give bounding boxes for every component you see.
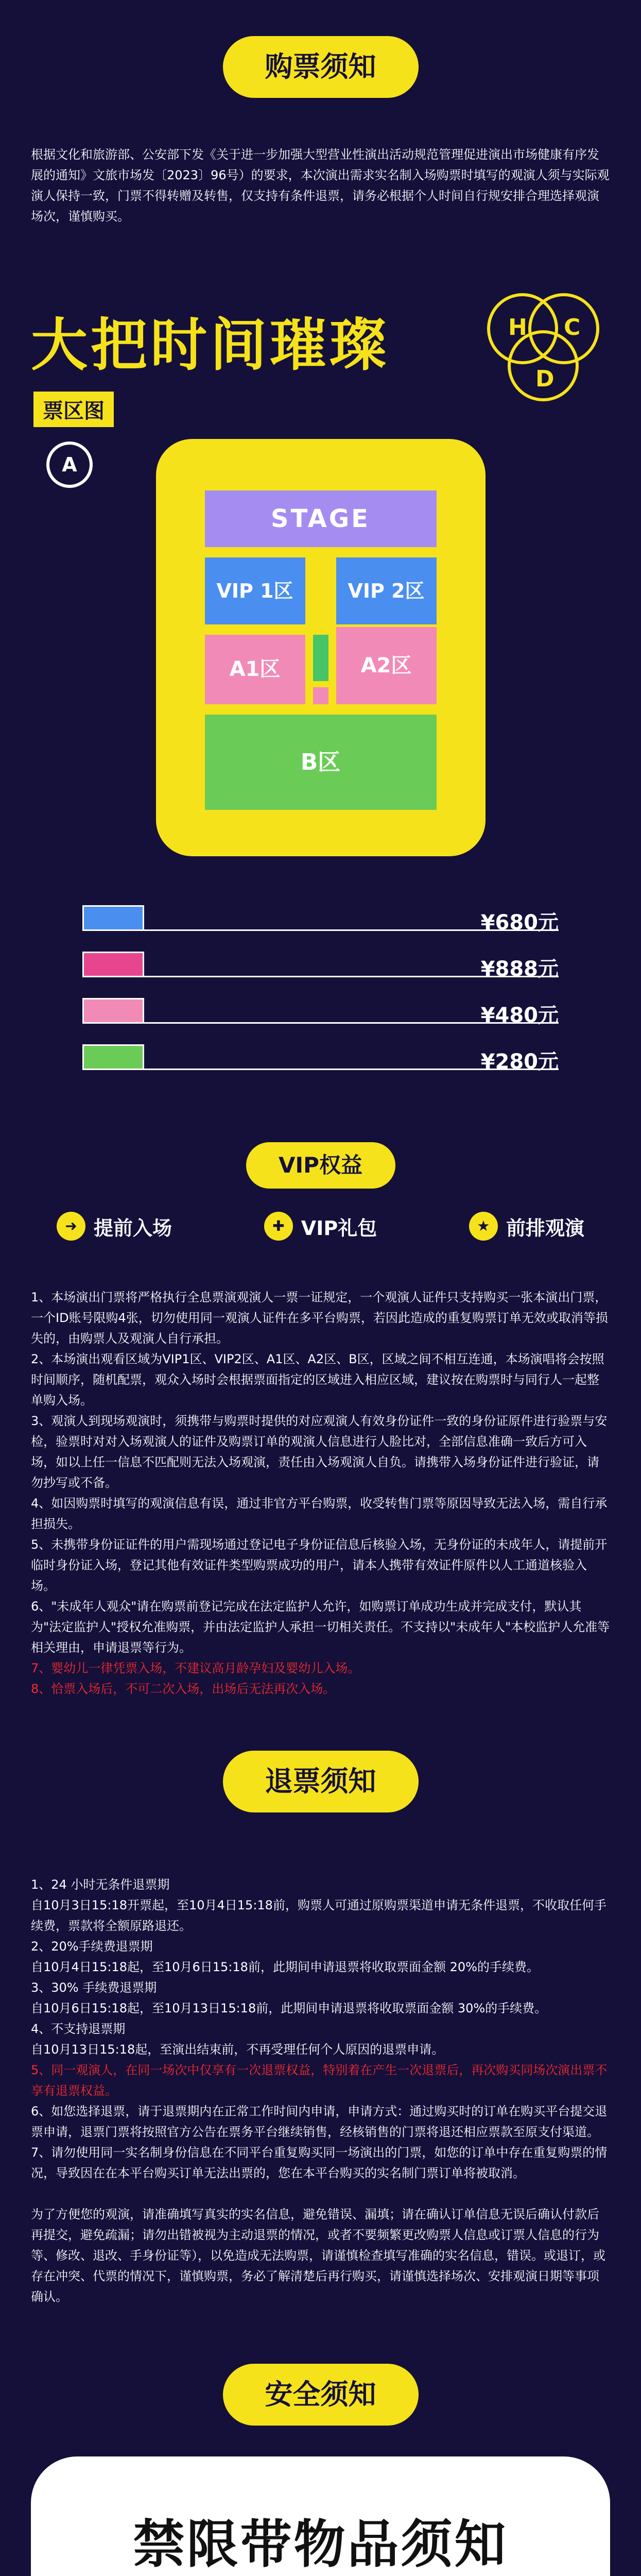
rule-item: 8、恰票入场后，不可二次入场，出场后无法再次入场。 (31, 1682, 336, 1696)
concert-title: 大把时间璀璨 (31, 312, 389, 378)
price-swatch (82, 952, 144, 977)
refund-paragraph: 为了方便您的观演，请准确填写真实的实名信息，避免错误、漏填；请在确认订单信息无误后确认付款后再提交，避免疏漏；请勿出错被视为主动退票的情况，或者不要频繁更改购票人信息或订票人信息的行为等、修改、退改、手身份证等），以免造成无法购票，请谨慎检查填写准确的实名信息，错误。或退订，或存在冲突、代票的情况下，谨慎购票，务必了解清楚后再行购买，请谨慎选择场次、安排观演日期等事项确认。 (31, 2207, 605, 2304)
price-value: ¥680元 (480, 911, 559, 935)
refund-paragraph: 自10月3日15:18开票起，至10月4日15:18前，购票人可通过原购票渠道申请无条件退票，不收取任何手续费，票款将全额原路退还。 (31, 1898, 607, 1933)
price-swatch (82, 905, 144, 931)
perk-label: VIP礼包 (301, 1216, 377, 1240)
perk-label: 前排观演 (506, 1216, 584, 1240)
notice-title: 购票须知 (223, 36, 419, 98)
rule-item: 7、婴幼儿一律凭票入场，不建议高月龄孕妇及婴幼儿入场。 (31, 1661, 360, 1675)
vip-title: VIP权益 (246, 1142, 395, 1189)
refund-paragraph: 3、30% 手续费退票期 (31, 1980, 157, 1995)
rule-item: 2、本场演出观看区域为VIP1区、VIP2区、A1区、A2区、B区，区域之间不相互连通，本场演唱将会按照时间顺序，随机配票，观众入场时会根据票面指定的区域进入相应区域，建议按在购票时与同行人一起整单购入场。 (31, 1352, 604, 1408)
refund-paragraph: 4、不支持退票期 (31, 2022, 126, 2036)
perk-label: 提前入场 (94, 1216, 172, 1240)
star-icon: ★ (469, 1212, 498, 1241)
zone-b: B区 (205, 715, 437, 810)
notice-text: 根据文化和旅游部、公安部下发《关于进一步加强大型营业性演出活动规范管理促进演出市场健康有序发展的通知》文旅市场发〔2023〕96号）的要求，本次演出需求实名制入场购票时填写的观演人须与实际观演人保持一致，门票不得转赠及转售，仅支持有条件退票，请务必根据个人时间自行规安排合理选择观演场次，谨慎购买。 (31, 147, 610, 224)
price-row (0, 905, 641, 936)
zone-a2: A2区 (336, 627, 437, 704)
logo-letter-d: D (535, 366, 555, 392)
refund-paragraph: 5、同一观演人，在同一场次中仅享有一次退票权益，特别着在产生一次退票后，再次购买同场次演出票不享有退票权益。 (31, 2063, 608, 2098)
zone-mid-pink (313, 687, 328, 704)
prohibited-items-title: 禁限带物品须知 (133, 2514, 508, 2574)
perk-front-row (469, 1212, 584, 1241)
refund-paragraph: 自10月6日15:18起，至10月13日15:18前，此期间申请退票将收取票面金额 30%的手续费。 (31, 2001, 547, 2015)
price-row (0, 998, 641, 1029)
prohibited-items-card (31, 2456, 610, 2576)
rule-item: 5、未携带身份证证件的用户需现场通过登记电子身份证信息后核验入场，无身份证的未成年人，请提前开临时身份证入场，登记其他有效证件类型购票成功的用户，请本人携带有效证件原件以人工通道核验入场。 (31, 1537, 608, 1593)
zone-vip1: VIP 1区 (205, 557, 305, 624)
security-title: 安全须知 (223, 2364, 419, 2426)
price-value: ¥888元 (480, 957, 559, 981)
vip-perks (57, 1212, 584, 1241)
refund-title: 退票须知 (223, 1751, 419, 1812)
gift-icon: ✚ (264, 1212, 293, 1241)
logo-letter-h: H (508, 314, 527, 341)
rule-item: 3、观演人到现场观演时，须携带与购票时提供的对应观演人有效身份证件一致的身份证原件进行验票与安检，验票时对对入场观演人的证件及购票订单的观演人信息进行人脸比对，全部信息准确一致后方可入场，如以上任一信息不匹配则无法入场观演，责任由入场观演人自负。请携带入场身份证件进行验证，请勿抄写或不备。 (31, 1414, 608, 1490)
price-value: ¥480元 (480, 1004, 559, 1027)
rule-item: 6、"未成年人观众"请在购票前登记完成在法定监护人允许，如购票订单成功生成并完成支付，默认其为"法定监护人"授权允准购票，并由法定监护人承担一切相关责任。不支持以"未成年人"本校监护人允准等相关理由，申请退票等行为。 (31, 1599, 610, 1655)
refund-paragraph: 2、20%手续费退票期 (31, 1939, 153, 1954)
refund-paragraph: 1、24 小时无条件退票期 (31, 1877, 170, 1892)
price-row (0, 952, 641, 982)
seatmap-label: 票区图 (33, 392, 114, 427)
price-row (0, 1044, 641, 1075)
rule-item: 4、如因购票时填写的观演信息有误，通过非官方平台购票，收受转售门票等原因导致无法入场，需自行承担损失。 (31, 1496, 608, 1531)
zone-a1: A1区 (205, 635, 305, 704)
zone-vip2: VIP 2区 (336, 557, 437, 624)
refund-paragraph: 自10月13日15:18起，至演出结束前，不再受理任何个人原因的退票申请。 (31, 2042, 444, 2057)
logo-letter-c: C (564, 314, 581, 341)
price-legend (0, 905, 641, 1091)
price-value: ¥280元 (480, 1050, 559, 1074)
entry-rules (31, 1287, 610, 1699)
concert-title-row (31, 309, 610, 392)
a-badge-icon: A (46, 442, 93, 488)
perk-early-entry (57, 1212, 172, 1241)
refund-paragraph: 7、请勿使用同一实名制身份信息在不同平台重复购买同一场演出的门票，如您的订单中存在重复购票的情况，导致因在在本平台购买订单无法出票的，您在本平台购买的实名制门票订单将被取消。 (31, 2145, 608, 2180)
hcd-logo-icon (476, 289, 610, 407)
refund-text (31, 1874, 610, 2307)
stage-area: STAGE (205, 490, 437, 547)
refund-paragraph: 自10月4日15:18起，至10月6日15:18前，此期间申请退票将收取票面金额 20%的手续费。 (31, 1960, 539, 1974)
price-swatch (82, 998, 144, 1024)
seat-map (156, 439, 486, 856)
price-swatch (82, 1044, 144, 1070)
zone-mid-green (313, 635, 328, 681)
refund-paragraph: 6、如您选择退票，请于退票期内在正常工作时间内申请，申请方式：通过购买时的订单在购买平台提交退票申请，退票门票将按照官方公告在票务平台继续销售，经核销售的门票将退还相应票款至原支付渠道。 (31, 2104, 608, 2139)
arrow-right-icon: ➜ (57, 1212, 85, 1241)
perk-gift (264, 1212, 377, 1241)
rule-item: 1、本场演出门票将严格执行全息票演观演人一票一证规定，一个观演人证件只支持购买一张本演出门票，一个ID账号限购4张，切勿使用同一观演人证件在多平台购票，若因此造成的重复购票订单无效或取消等损失的，由购票人及观演人自行承担。 (31, 1290, 608, 1346)
